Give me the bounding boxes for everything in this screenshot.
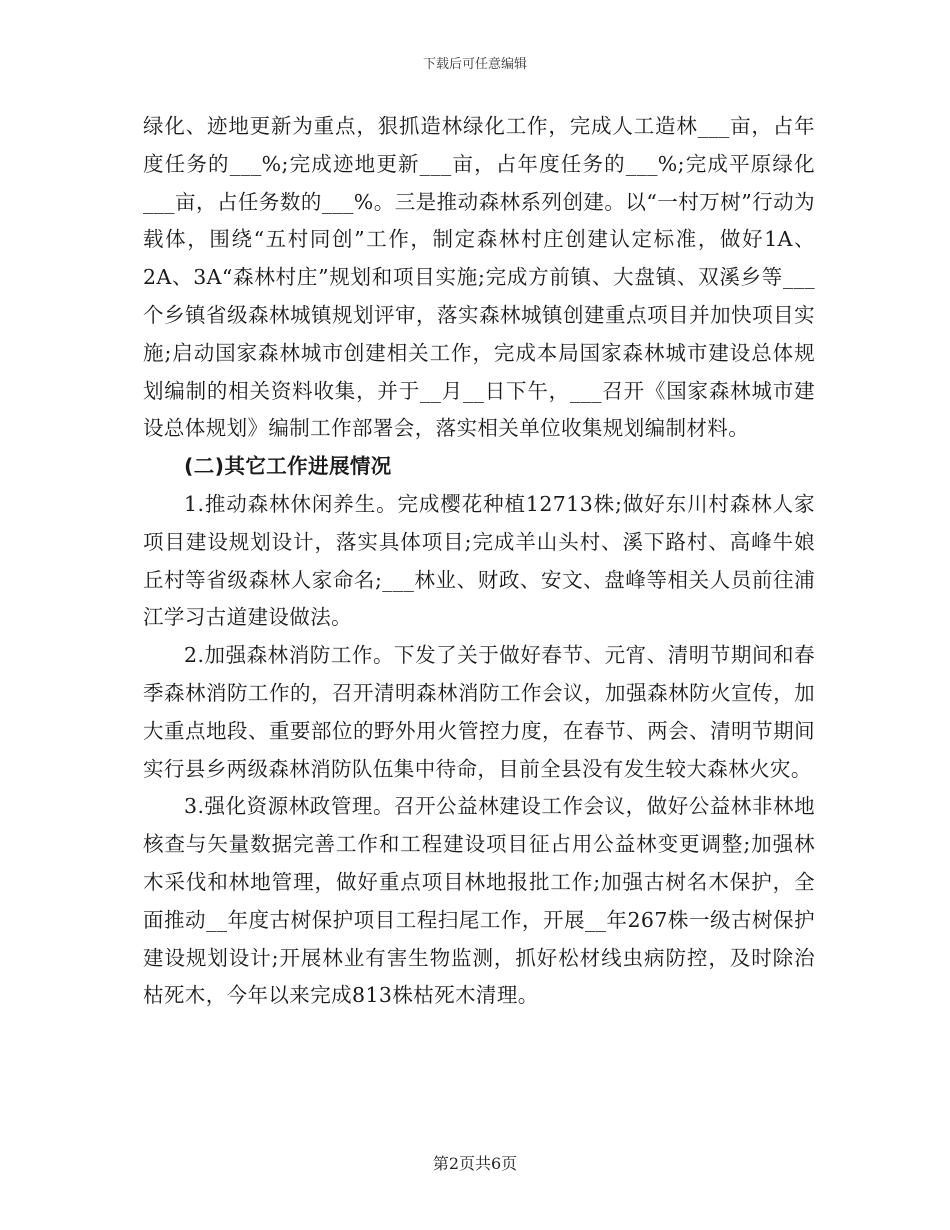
paragraph-item-2: 2.加强森林消防工作。下发了关于做好春节、元宵、清明节期间和春季森林消防工作的，召开清明森林消防工作会议，加强森林防火宣传，加大重点地段、重要部位的野外用火管控力度，在春节、两会、清明节期间实行县乡两级森林消防队伍集中待命，目前全县没有发生较大森林火灾。 [143,643,815,781]
page-header: 下载后可任意编辑 [422,57,527,72]
paragraph-item-1: 1.推动森林休闲养生。完成樱花种植12713株;做好东川村森林人家项目建设规划设计，落实具体项目;完成羊山头村、溪下路村、高峰牛娘丘村等省级森林人家命名;___林业、财政、安文、盘峰等相关人员前往浦江学习古道建设做法。 [143,491,815,630]
document-body [143,108,815,1015]
section-heading: (二)其它工作进展情况 [184,454,392,479]
paragraph-item-3: 3.强化资源林政管理。召开公益林建设工作会议，做好公益林非林地核查与矢量数据完善工作和工程建设项目征占用公益林变更调整;加强林木采伐和林地管理，做好重点项目林地报批工作;加强古树名木保护，全面推动__年度古树保护项目工程扫尾工作，开展__年267株一级古树保护建设规划设计;开展林业有害生物监测，抓好松材线虫病防控，及时除治枯死木，今年以来完成813株枯死木清理。 [143,794,815,1008]
page-footer: 第2页共6页 [432,1154,518,1173]
paragraph-continued: 绿化、迹地更新为重点，狠抓造林绿化工作，完成人工造林___亩，占年度任务的___%;完成迹地更新___亩，占年度任务的___%;完成平原绿化___亩，占任务数的___%。三是推动森林系列创建。以“一村万树”行动为载体，围绕“五村同创”工作，制定森林村庄创建认定标准，做好1A、2A、3A“森林村庄”规划和项目实施;完成方前镇、大盘镇、双溪乡等___个乡镇省级森林城镇规划评审，落实森林城镇创建重点项目并加快项目实施;启动国家森林城市创建相关工作，完成本局国家森林城市建设总体规划编制的相关资料收集，并于__月__日下午，___召开《国家森林城市建设总体规划》编制工作部署会，落实相关单位收集规划编制材料。 [143,114,815,441]
